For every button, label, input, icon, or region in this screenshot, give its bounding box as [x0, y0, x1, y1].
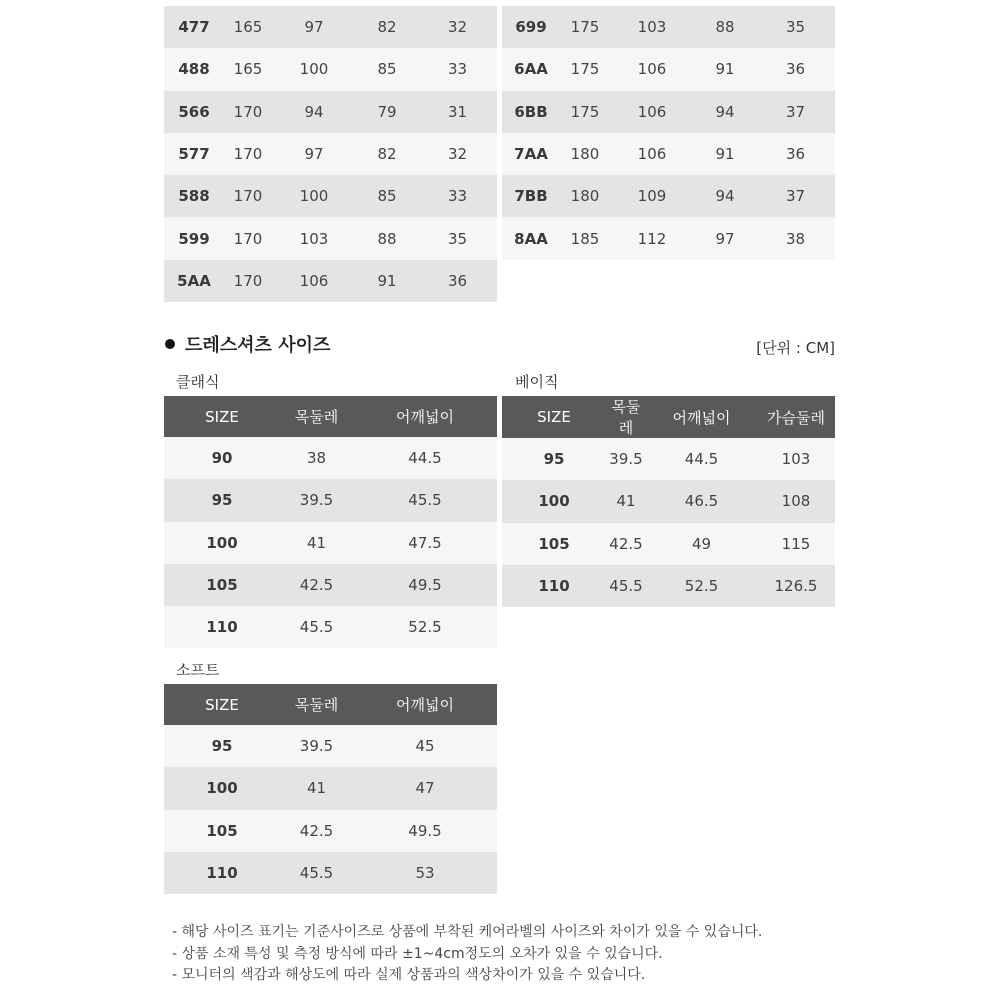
- table-row: [164, 606, 497, 648]
- table-cell: 95: [543, 450, 565, 469]
- table-cell: 33: [447, 187, 468, 206]
- table-row: [164, 48, 497, 90]
- table-cell: 103: [299, 229, 329, 248]
- table-row: [164, 852, 497, 894]
- header-neck: 목둘레: [294, 408, 339, 426]
- table-cell: 85: [377, 60, 397, 79]
- table-cell: 175: [570, 102, 600, 121]
- table-cell: 577: [178, 145, 210, 164]
- table-cell: 39.5: [299, 491, 334, 510]
- basic-size-table: [502, 396, 835, 607]
- table-row: [502, 480, 835, 522]
- table-cell: 53: [415, 864, 435, 883]
- table-header-row: [164, 684, 497, 725]
- table-cell: 49.5: [408, 821, 442, 840]
- table-cell: 165: [233, 60, 263, 79]
- table-row: [502, 6, 835, 48]
- table-cell: 110: [206, 864, 238, 883]
- table-row: [164, 479, 497, 521]
- table-row: [502, 438, 835, 480]
- table-cell: 103: [637, 18, 667, 37]
- table-cell: 32: [447, 145, 468, 164]
- table-cell: 175: [570, 18, 600, 37]
- table-cell: 45.5: [609, 577, 643, 596]
- table-cell: 85: [377, 187, 397, 206]
- table-cell: 95: [211, 491, 233, 510]
- table-cell: 91: [377, 271, 397, 290]
- table-row: [502, 91, 835, 133]
- top-left-table-body: [164, 6, 497, 302]
- table-cell: 39.5: [299, 737, 334, 756]
- table-cell: 39.5: [609, 450, 643, 469]
- header-size: SIZE: [537, 408, 571, 426]
- table-cell: 106: [637, 102, 667, 121]
- table-cell: 100: [299, 60, 329, 79]
- classic-label: 클래식: [176, 373, 220, 391]
- table-cell: 35: [785, 18, 806, 37]
- header-shoulder: 어깨넓이: [396, 408, 454, 426]
- table-cell: 97: [304, 145, 324, 164]
- table-cell: 97: [304, 18, 324, 37]
- table-cell: 165: [233, 18, 263, 37]
- table-cell: 110: [538, 577, 570, 596]
- table-cell: 42.5: [299, 821, 334, 840]
- table-cell: 82: [377, 145, 397, 164]
- table-cell: 97: [715, 229, 735, 248]
- table-cell: 41: [306, 533, 327, 552]
- table-row: [164, 91, 497, 133]
- table-row: [502, 217, 835, 259]
- table-row: [164, 725, 497, 767]
- table-cell: 110: [206, 618, 238, 637]
- table-row: [502, 565, 835, 607]
- table-cell: 100: [206, 779, 238, 798]
- table-cell: 126.5: [774, 577, 818, 596]
- header-chest: 가슴둘레: [767, 408, 825, 427]
- table-cell: 7AA: [514, 145, 548, 164]
- note-item: - 상품 소재 특성 및 측정 방식에 따라 ±1~4cm정도의 오차가 있을 수 있습니다.: [172, 945, 663, 962]
- table-cell: 88: [715, 18, 735, 37]
- table-cell: 699: [515, 18, 547, 37]
- table-cell: 7BB: [514, 187, 548, 206]
- header-size: SIZE: [205, 407, 239, 426]
- table-cell: 6BB: [514, 102, 548, 121]
- table-cell: 90: [211, 449, 233, 468]
- table-cell: 477: [178, 18, 210, 37]
- table-row: [164, 767, 497, 809]
- table-cell: 588: [178, 187, 210, 206]
- table-cell: 41: [306, 779, 327, 798]
- table-cell: 100: [299, 187, 329, 206]
- basic-label: 베이직: [515, 373, 559, 391]
- table-cell: 95: [211, 737, 233, 756]
- table-cell: 52.5: [684, 577, 719, 596]
- table-cell: 52.5: [408, 618, 442, 637]
- table-row: [164, 6, 497, 48]
- table-cell: 36: [447, 271, 468, 290]
- table-cell: 5AA: [177, 271, 211, 290]
- table-cell: 45.5: [299, 864, 334, 883]
- table-cell: 170: [233, 145, 263, 164]
- table-cell: 103: [781, 450, 811, 469]
- header-shoulder: 어깨넓이: [396, 696, 454, 714]
- table-cell: 79: [377, 102, 397, 121]
- table-cell: 100: [206, 533, 238, 552]
- header-neck: 목둘레: [611, 398, 641, 437]
- classic-size-table: [164, 396, 497, 648]
- table-cell: 106: [299, 271, 329, 290]
- top-right-size-table: [502, 6, 835, 260]
- table-cell: 566: [178, 102, 210, 121]
- table-cell: 105: [206, 821, 238, 840]
- table-cell: 45.5: [408, 491, 442, 510]
- note-item: - 모니터의 색감과 해상도에 따라 실제 상품과의 색상차이가 있을 수 있습니다.: [172, 967, 646, 983]
- table-cell: 49.5: [408, 576, 442, 595]
- section-title: [165, 331, 330, 357]
- table-cell: 38: [785, 229, 806, 248]
- header-size: SIZE: [205, 695, 239, 714]
- table-cell: 32: [447, 18, 468, 37]
- table-cell: 38: [306, 449, 327, 468]
- table-row: [164, 133, 497, 175]
- table-row: [164, 217, 497, 259]
- table-cell: 112: [637, 229, 667, 248]
- table-cell: 8AA: [514, 229, 548, 248]
- table-cell: 31: [447, 102, 468, 121]
- table-row: [164, 260, 497, 302]
- table-cell: 106: [637, 145, 667, 164]
- table-cell: 82: [377, 18, 397, 37]
- table-cell: 170: [233, 229, 263, 248]
- table-cell: 94: [304, 102, 324, 121]
- table-cell: 47: [415, 779, 435, 798]
- table-cell: 41: [616, 492, 636, 511]
- soft-label: 소프트: [176, 661, 220, 679]
- table-cell: 44.5: [408, 449, 442, 468]
- table-cell: 37: [785, 187, 806, 206]
- table-row: [164, 810, 497, 852]
- table-row: [164, 522, 497, 564]
- table-cell: 175: [570, 60, 600, 79]
- table-cell: 115: [781, 534, 811, 553]
- table-header-row: [502, 396, 835, 438]
- table-cell: 49: [691, 534, 712, 553]
- table-row: [502, 133, 835, 175]
- table-cell: 170: [233, 102, 263, 121]
- table-cell: 33: [447, 60, 468, 79]
- table-cell: 488: [178, 60, 210, 79]
- table-cell: 88: [377, 229, 397, 248]
- top-left-size-table: [164, 6, 497, 302]
- section-title-text: 드레스셔츠 사이즈: [185, 335, 331, 356]
- table-cell: 94: [715, 187, 735, 206]
- table-row: [164, 564, 497, 606]
- soft-size-table: [164, 684, 497, 894]
- table-row: [502, 523, 835, 565]
- header-shoulder: 어깨넓이: [672, 408, 731, 427]
- header-neck: 목둘레: [294, 696, 339, 714]
- table-cell: 45: [415, 737, 435, 756]
- table-cell: 106: [637, 60, 667, 79]
- table-cell: 94: [715, 102, 735, 121]
- table-row: [164, 175, 497, 217]
- table-cell: 36: [785, 60, 806, 79]
- table-row: [164, 437, 497, 479]
- table-header-row: [164, 396, 497, 437]
- table-cell: 170: [233, 271, 263, 290]
- table-cell: 91: [715, 60, 735, 79]
- table-row: [502, 48, 835, 90]
- table-cell: 180: [570, 145, 600, 164]
- table-row: [502, 175, 835, 217]
- table-cell: 180: [570, 187, 600, 206]
- table-cell: 170: [233, 187, 263, 206]
- table-cell: 42.5: [609, 534, 643, 553]
- table-cell: 599: [178, 229, 210, 248]
- table-cell: 35: [447, 229, 468, 248]
- table-cell: 42.5: [299, 576, 334, 595]
- table-cell: 91: [715, 145, 735, 164]
- table-cell: 105: [206, 576, 238, 595]
- notes-list: [172, 922, 762, 987]
- bullet-icon: [165, 339, 175, 349]
- table-cell: 47.5: [408, 533, 442, 552]
- note-item: - 해당 사이즈 표기는 기준사이즈로 상품에 부착된 케어라벨의 사이즈와 차이가 있을 수 있습니다.: [172, 924, 763, 940]
- table-cell: 46.5: [684, 492, 719, 511]
- unit-label: [단위 : CM]: [756, 339, 835, 357]
- table-cell: 45.5: [299, 618, 334, 637]
- table-cell: 105: [538, 534, 570, 553]
- top-right-table-body: [502, 6, 835, 260]
- table-cell: 185: [570, 229, 600, 248]
- table-cell: 100: [538, 492, 570, 511]
- table-cell: 37: [785, 102, 806, 121]
- table-cell: 108: [781, 492, 811, 511]
- table-cell: 36: [785, 145, 806, 164]
- table-cell: 6AA: [514, 60, 548, 79]
- table-cell: 109: [637, 187, 667, 206]
- table-cell: 44.5: [684, 450, 719, 469]
